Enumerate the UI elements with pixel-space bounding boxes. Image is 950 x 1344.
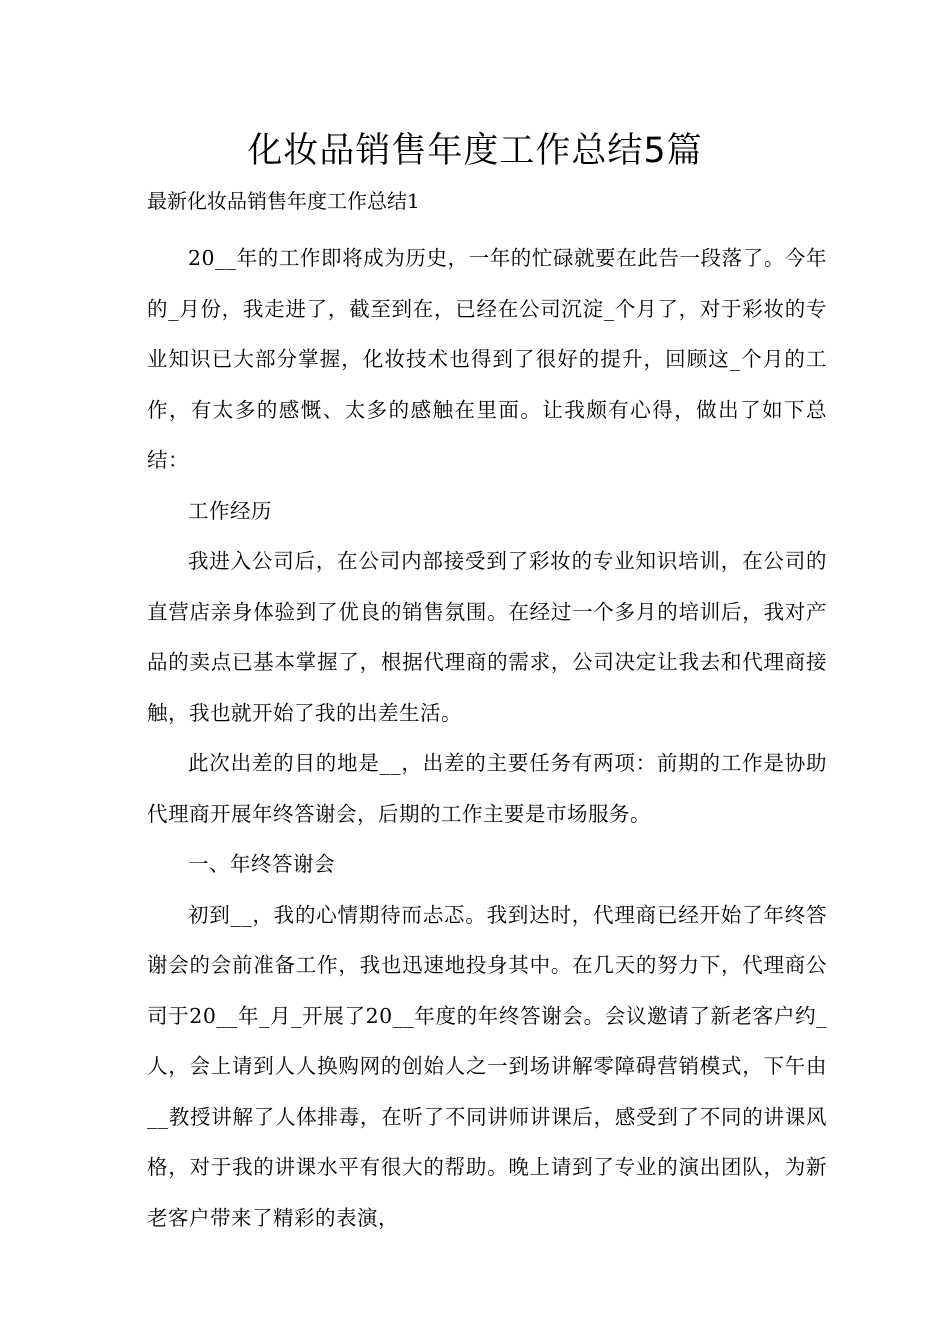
body-paragraph: 20__年的工作即将成为历史，一年的忙碌就要在此告一段落了。今年的_月份，我走进了，截至到在，已经在公司沉淀_个月了，对于彩妆的专业知识已大部分掌握，化妆技术也得到了很好的提升，回顾这_个月的工作，有太多的感慨、太多的感触在里面。让我颇有心得，做出了如下总结：	[147, 246, 827, 472]
document-subtitle: 最新化妆品销售年度工作总结1	[147, 189, 420, 213]
document-body	[147, 233, 827, 1243]
body-paragraph: 此次出差的目的地是__，出差的主要任务有两项：前期的工作是协助代理商开展年终答谢会，后期的工作主要是市场服务。	[147, 751, 827, 826]
body-paragraph: 初到__，我的心情期待而忐忑。我到达时，代理商已经开始了年终答谢会的会前准备工作，我也迅速地投身其中。在几天的努力下，代理商公司于20__年_月_开展了20__年度的年终答谢会。会议邀请了新老客户约_人，会上请到人人换购网的创始人之一到场讲解零障碍营销模式，下午由__教授讲解了人体排毒，在听了不同讲师讲课后，感受到了不同的讲课风格，对于我的讲课水平有很大的帮助。晚上请到了专业的演出团队，为新老客户带来了精彩的表演，	[147, 902, 827, 1230]
document-title: 化妆品销售年度工作总结5篇	[247, 131, 703, 171]
section-heading: 一、年终答谢会	[188, 852, 335, 876]
body-paragraph: 我进入公司后，在公司内部接受到了彩妆的专业知识培训，在公司的直营店亲身体验到了优良的销售氛围。在经过一个多月的培训后，我对产品的卖点已基本掌握了，根据代理商的需求，公司决定让我去和代理商接触，我也就开始了我的出差生活。	[147, 549, 827, 725]
section-heading: 工作经历	[188, 498, 272, 523]
